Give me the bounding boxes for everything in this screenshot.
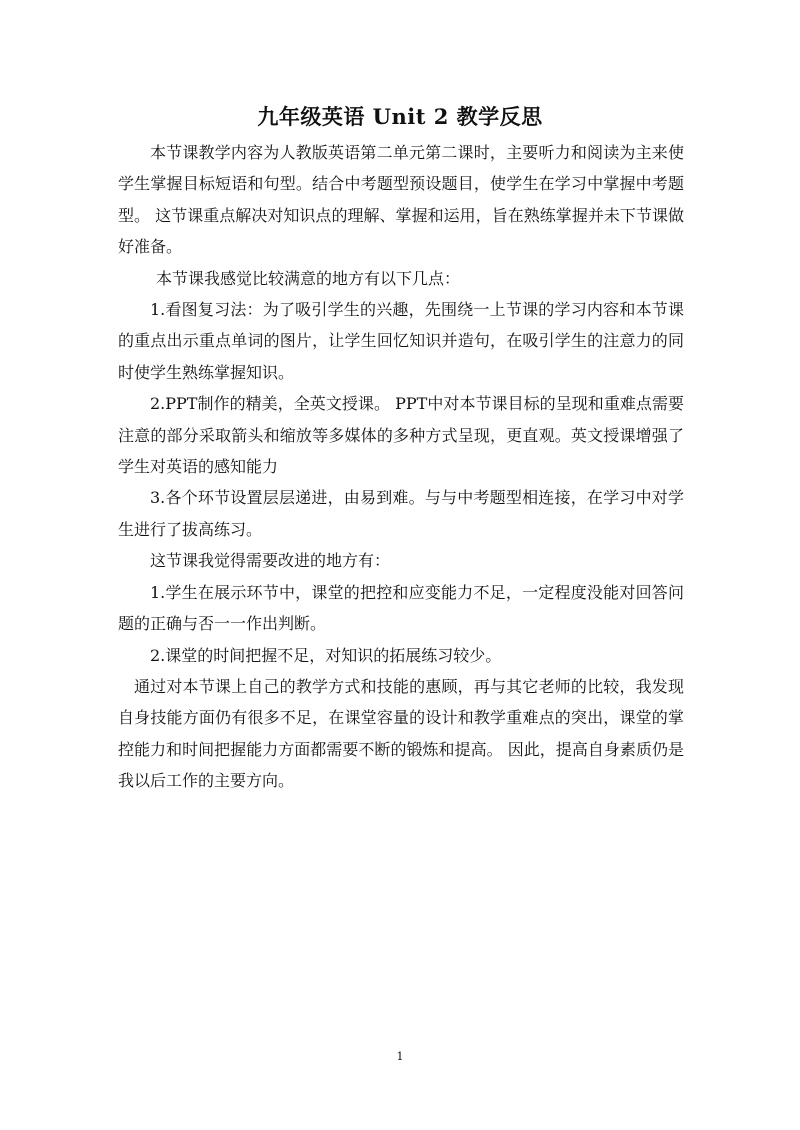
paragraph-satisfied-item-1: 1.看图复习法：为了吸引学生的兴趣，先围绕一上节课的学习内容和本节课的重点出示重点单词的图片，让学生回忆知识并造句，在吸引学生的注意力的同时使学生熟练掌握知识。: [118, 300, 684, 382]
paragraph-intro: 本节课教学内容为人教版英语第二单元第二课时，主要听力和阅读为主来使学生掌握目标短语和句型。结合中考题型预设题目，使学生在学习中掌握中考题型。 这节课重点解决对知识点的理解、掌握和运用，旨在熟练掌握并未下节课做好准备。: [118, 143, 684, 257]
paragraph-improve-item-2: 2.课堂的时间把握不足，对知识的拓展练习较少。: [150, 645, 502, 665]
document-body: [118, 137, 684, 797]
paragraph-satisfied-item-2: 2.PPT制作的精美，全英文授课。 PPT中对本节课目标的呈现和重难点需要注意的部分采取箭头和缩放等多媒体的多种方式呈现，更直观。英文授课增强了学生对英语的感知能力: [118, 394, 684, 477]
page-number: 1: [396, 1050, 404, 1063]
paragraph-satisfied-item-3: 3.各个环节设置层层递进，由易到难。与与中考题型相连接，在学习中对学生进行了拔高练习。: [118, 488, 684, 539]
paragraph-conclusion: 通过对本节课上自己的教学方式和技能的惠顾，再与其它老师的比较，我发现自身技能方面仍有很多不足，在课堂容量的设计和教学重难点的突出，课堂的掌控能力和时间把握能力方面都需要不断的锻炼和提高。 因此，提高自身素质仍是我以后工作的主要方向。: [118, 676, 684, 791]
paragraph-satisfied-heading: 本节课我感觉比较满意的地方有以下几点：: [156, 268, 461, 288]
paragraph-improve-heading: 这节课我觉得需要改进的地方有：: [150, 551, 391, 571]
paragraph-improve-item-1: 1.学生在展示环节中，课堂的把控和应变能力不足，一定程度没能对回答问题的正确与否一一作出判断。: [118, 582, 684, 634]
document-title: 九年级英语 Unit 2 教学反思: [257, 104, 543, 129]
